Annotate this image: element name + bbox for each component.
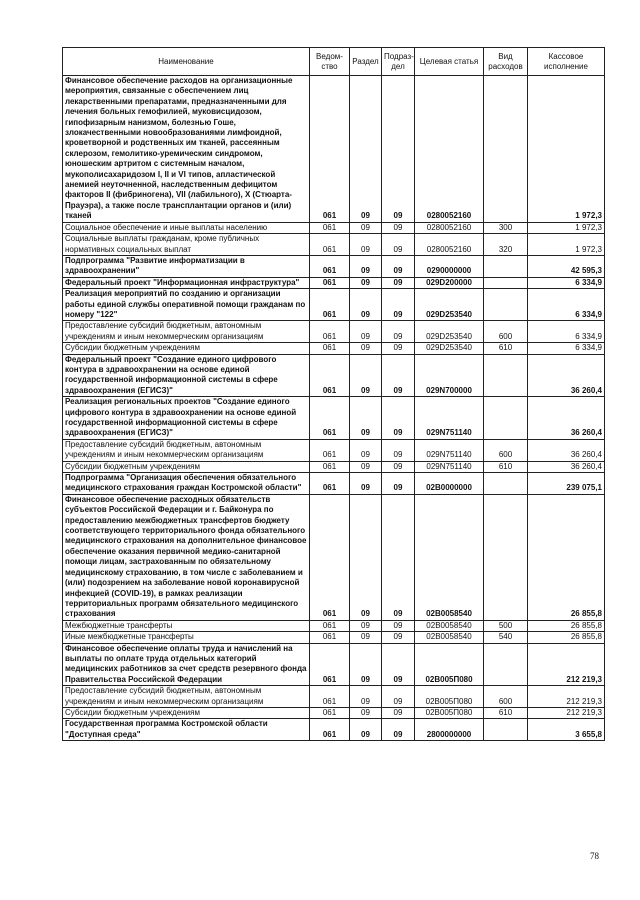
row-cash-cell: 26 855,8	[528, 494, 605, 620]
row-ministry-cell: 061	[310, 439, 350, 461]
table-row	[63, 321, 605, 343]
row-ministry-cell: 061	[310, 255, 350, 277]
row-subsection-cell: 09	[382, 76, 415, 223]
row-subsection-cell: 09	[382, 321, 415, 343]
row-cash-cell: 212 219,3	[528, 686, 605, 708]
row-name-cell: Социальные выплаты гражданам, кроме публичных нормативных социальных выплат	[63, 234, 310, 256]
table-row	[63, 473, 605, 495]
row-kind-cell: 600	[484, 439, 528, 461]
row-cash-cell: 36 260,4	[528, 461, 605, 472]
row-kind-cell: 600	[484, 686, 528, 708]
row-subsection-cell: 09	[382, 354, 415, 397]
row-kind-cell: 320	[484, 234, 528, 256]
row-kind-cell	[484, 719, 528, 741]
table-row	[63, 277, 605, 288]
row-name-cell: Реализация мероприятий по созданию и организации работы единой службы оперативной помощи гражданам по номеру "122"	[63, 289, 310, 321]
row-section-cell: 09	[350, 277, 382, 288]
row-section-cell: 09	[350, 707, 382, 718]
row-subsection-cell: 09	[382, 222, 415, 233]
row-name-cell: Субсидии бюджетным учреждениям	[63, 707, 310, 718]
row-ministry-cell: 061	[310, 461, 350, 472]
header-ministry: Ведом-ство	[310, 48, 350, 76]
row-name-cell: Социальное обеспечение и иные выплаты населению	[63, 222, 310, 233]
table-row	[63, 461, 605, 472]
row-ministry-cell: 061	[310, 76, 350, 223]
row-ministry-cell: 061	[310, 397, 350, 440]
table-row	[63, 643, 605, 686]
row-target-cell: 02B0058540	[415, 632, 484, 643]
row-subsection-cell: 09	[382, 277, 415, 288]
table-row	[63, 686, 605, 708]
row-name-cell: Финансовое обеспечение расходов на организационные мероприятия, связанные с обеспечением лиц лекарственными препаратами, предназначенными для лечения больных гемофилией, муковисцидозом, гипофизарным нанизмом, болезнью Гоше, злокачественными новообразованиями лимфоидной, кроветворной и родственных им тканей, рассеянным склерозом, гемолитико-уремическим синдромом, юношеским артритом с системным началом, мукополисахаридозом I, II и VI типов, апластической анемией неуточненной, наследственным дефицитом факторов II (фибриногена), VII (лабильного), X (Стюарта-Прауэра), а также после трансплантации органов и (или) тканей	[63, 76, 310, 223]
row-name-cell: Иные межбюджетные трансферты	[63, 632, 310, 643]
row-name-cell: Государственная программа Костромской области "Доступная среда"	[63, 719, 310, 741]
row-kind-cell	[484, 473, 528, 495]
row-cash-cell: 42 595,3	[528, 255, 605, 277]
row-name-cell: Финансовое обеспечение оплаты труда и начислений на выплаты по оплате труда отдельных категорий медицинских работников за счет средств резервного фонда Правительства Российской Федерации	[63, 643, 310, 686]
row-name-cell: Субсидии бюджетным учреждениям	[63, 343, 310, 354]
row-target-cell: 029D253540	[415, 343, 484, 354]
row-target-cell: 029N751140	[415, 461, 484, 472]
row-subsection-cell: 09	[382, 289, 415, 321]
row-kind-cell: 600	[484, 321, 528, 343]
row-target-cell: 029D253540	[415, 321, 484, 343]
row-kind-cell: 500	[484, 620, 528, 631]
row-kind-cell: 610	[484, 343, 528, 354]
budget-table-sheet	[62, 47, 604, 741]
row-subsection-cell: 09	[382, 397, 415, 440]
row-cash-cell: 3 655,8	[528, 719, 605, 741]
header-section: Раздел	[350, 48, 382, 76]
row-kind-cell	[484, 354, 528, 397]
row-kind-cell	[484, 397, 528, 440]
row-section-cell: 09	[350, 255, 382, 277]
row-cash-cell: 6 334,9	[528, 289, 605, 321]
row-section-cell: 09	[350, 686, 382, 708]
row-name-cell: Подпрограмма "Организация обеспечения обязательного медицинского страхования граждан Костромской области"	[63, 473, 310, 495]
row-name-cell: Предоставление субсидий бюджетным, автономным учреждениям и иным некоммерческим организациям	[63, 321, 310, 343]
row-section-cell: 09	[350, 439, 382, 461]
row-cash-cell: 6 334,9	[528, 343, 605, 354]
row-subsection-cell: 09	[382, 643, 415, 686]
row-kind-cell: 540	[484, 632, 528, 643]
row-cash-cell: 6 334,9	[528, 321, 605, 343]
table-row	[63, 719, 605, 741]
row-name-cell: Федеральный проект "Создание единого цифрового контура в здравоохранении на основе единой государственной информационной системы в сфере здравоохранения (ЕГИСЗ)"	[63, 354, 310, 397]
row-kind-cell: 610	[484, 461, 528, 472]
row-name-cell: Федеральный проект "Информационная инфраструктура"	[63, 277, 310, 288]
row-section-cell: 09	[350, 76, 382, 223]
table-row	[63, 234, 605, 256]
row-cash-cell: 1 972,3	[528, 234, 605, 256]
row-ministry-cell: 061	[310, 620, 350, 631]
row-kind-cell: 300	[484, 222, 528, 233]
row-target-cell: 029D253540	[415, 289, 484, 321]
row-section-cell: 09	[350, 222, 382, 233]
row-subsection-cell: 09	[382, 707, 415, 718]
row-target-cell: 0290000000	[415, 255, 484, 277]
row-ministry-cell: 061	[310, 343, 350, 354]
row-cash-cell: 26 855,8	[528, 632, 605, 643]
row-target-cell: 02B0058540	[415, 620, 484, 631]
row-name-cell: Предоставление субсидий бюджетным, автономным учреждениям и иным некоммерческим организациям	[63, 686, 310, 708]
row-kind-cell	[484, 289, 528, 321]
row-section-cell: 09	[350, 620, 382, 631]
header-name: Наименование	[63, 48, 310, 76]
row-section-cell: 09	[350, 719, 382, 741]
row-subsection-cell: 09	[382, 494, 415, 620]
row-section-cell: 09	[350, 461, 382, 472]
row-name-cell: Реализация региональных проектов "Создание единого цифрового контура в здравоохранении на основе единой государственной информационной системы в сфере здравоохранения (ЕГИСЗ)"	[63, 397, 310, 440]
header-target: Целевая статья	[415, 48, 484, 76]
header-cash: Кассовое исполнение	[528, 48, 605, 76]
row-name-cell: Субсидии бюджетным учреждениям	[63, 461, 310, 472]
row-subsection-cell: 09	[382, 461, 415, 472]
row-target-cell: 02B005П080	[415, 643, 484, 686]
row-kind-cell	[484, 255, 528, 277]
table-row	[63, 76, 605, 223]
row-target-cell: 02B005П080	[415, 707, 484, 718]
page-number: 78	[590, 851, 599, 861]
row-subsection-cell: 09	[382, 473, 415, 495]
row-target-cell: 029N751140	[415, 397, 484, 440]
table-row	[63, 343, 605, 354]
row-subsection-cell: 09	[382, 686, 415, 708]
row-cash-cell: 36 260,4	[528, 397, 605, 440]
row-ministry-cell: 061	[310, 473, 350, 495]
row-target-cell: 029D200000	[415, 277, 484, 288]
row-section-cell: 09	[350, 354, 382, 397]
row-target-cell: 0280052160	[415, 234, 484, 256]
row-cash-cell: 26 855,8	[528, 620, 605, 631]
row-cash-cell: 1 972,3	[528, 76, 605, 223]
row-cash-cell: 239 075,1	[528, 473, 605, 495]
row-subsection-cell: 09	[382, 234, 415, 256]
row-ministry-cell: 061	[310, 707, 350, 718]
row-ministry-cell: 061	[310, 686, 350, 708]
header-kind: Вид расходов	[484, 48, 528, 76]
table-row	[63, 397, 605, 440]
row-subsection-cell: 09	[382, 719, 415, 741]
row-cash-cell: 212 219,3	[528, 707, 605, 718]
row-section-cell: 09	[350, 289, 382, 321]
row-ministry-cell: 061	[310, 234, 350, 256]
row-name-cell: Межбюджетные трансферты	[63, 620, 310, 631]
header-subsection: Подраз-дел	[382, 48, 415, 76]
table-row	[63, 439, 605, 461]
table-row	[63, 620, 605, 631]
row-cash-cell: 36 260,4	[528, 439, 605, 461]
table-row	[63, 707, 605, 718]
row-ministry-cell: 061	[310, 222, 350, 233]
row-ministry-cell: 061	[310, 719, 350, 741]
row-subsection-cell: 09	[382, 343, 415, 354]
row-subsection-cell: 09	[382, 255, 415, 277]
row-subsection-cell: 09	[382, 439, 415, 461]
row-cash-cell: 36 260,4	[528, 354, 605, 397]
table-header-row	[63, 48, 605, 76]
row-section-cell: 09	[350, 321, 382, 343]
row-kind-cell	[484, 76, 528, 223]
table-row	[63, 354, 605, 397]
table-row	[63, 289, 605, 321]
row-section-cell: 09	[350, 494, 382, 620]
table-row	[63, 632, 605, 643]
row-target-cell: 0280052160	[415, 76, 484, 223]
table-row	[63, 255, 605, 277]
row-ministry-cell: 061	[310, 277, 350, 288]
row-ministry-cell: 061	[310, 632, 350, 643]
row-kind-cell	[484, 277, 528, 288]
row-target-cell: 02B0058540	[415, 494, 484, 620]
row-ministry-cell: 061	[310, 289, 350, 321]
row-kind-cell	[484, 494, 528, 620]
table-row	[63, 494, 605, 620]
table-row	[63, 222, 605, 233]
row-cash-cell: 212 219,3	[528, 643, 605, 686]
row-target-cell: 02B005П080	[415, 686, 484, 708]
row-cash-cell: 1 972,3	[528, 222, 605, 233]
row-cash-cell: 6 334,9	[528, 277, 605, 288]
row-target-cell: 02B0000000	[415, 473, 484, 495]
row-section-cell: 09	[350, 234, 382, 256]
row-section-cell: 09	[350, 643, 382, 686]
row-ministry-cell: 061	[310, 643, 350, 686]
row-target-cell: 029N751140	[415, 439, 484, 461]
row-name-cell: Подпрограмма "Развитие информатизации в здравоохранении"	[63, 255, 310, 277]
row-section-cell: 09	[350, 473, 382, 495]
row-section-cell: 09	[350, 343, 382, 354]
row-target-cell: 2800000000	[415, 719, 484, 741]
row-ministry-cell: 061	[310, 321, 350, 343]
row-name-cell: Предоставление субсидий бюджетным, автономным учреждениям и иным некоммерческим организациям	[63, 439, 310, 461]
row-subsection-cell: 09	[382, 620, 415, 631]
row-kind-cell: 610	[484, 707, 528, 718]
row-target-cell: 029N700000	[415, 354, 484, 397]
budget-execution-table	[62, 47, 605, 741]
row-name-cell: Финансовое обеспечение расходных обязательств субъектов Российской Федерации и г. Байконура по предоставлению межбюджетных трансфертов бюджету соответствующего территориального фонда обязательного медицинского страхования на дополнительное финансовое обеспечение оказания первичной медико-санитарной помощи лицам, застрахованным по обязательному медицинскому страхованию, в том числе с заболеванием и (или) подозрением на заболевание новой коронавирусной инфекцией (COVID-19), в рамках реализации территориальных программ обязательного медицинского страхования	[63, 494, 310, 620]
row-ministry-cell: 061	[310, 354, 350, 397]
row-ministry-cell: 061	[310, 494, 350, 620]
row-subsection-cell: 09	[382, 632, 415, 643]
row-kind-cell	[484, 643, 528, 686]
row-section-cell: 09	[350, 632, 382, 643]
row-target-cell: 0280052160	[415, 222, 484, 233]
row-section-cell: 09	[350, 397, 382, 440]
